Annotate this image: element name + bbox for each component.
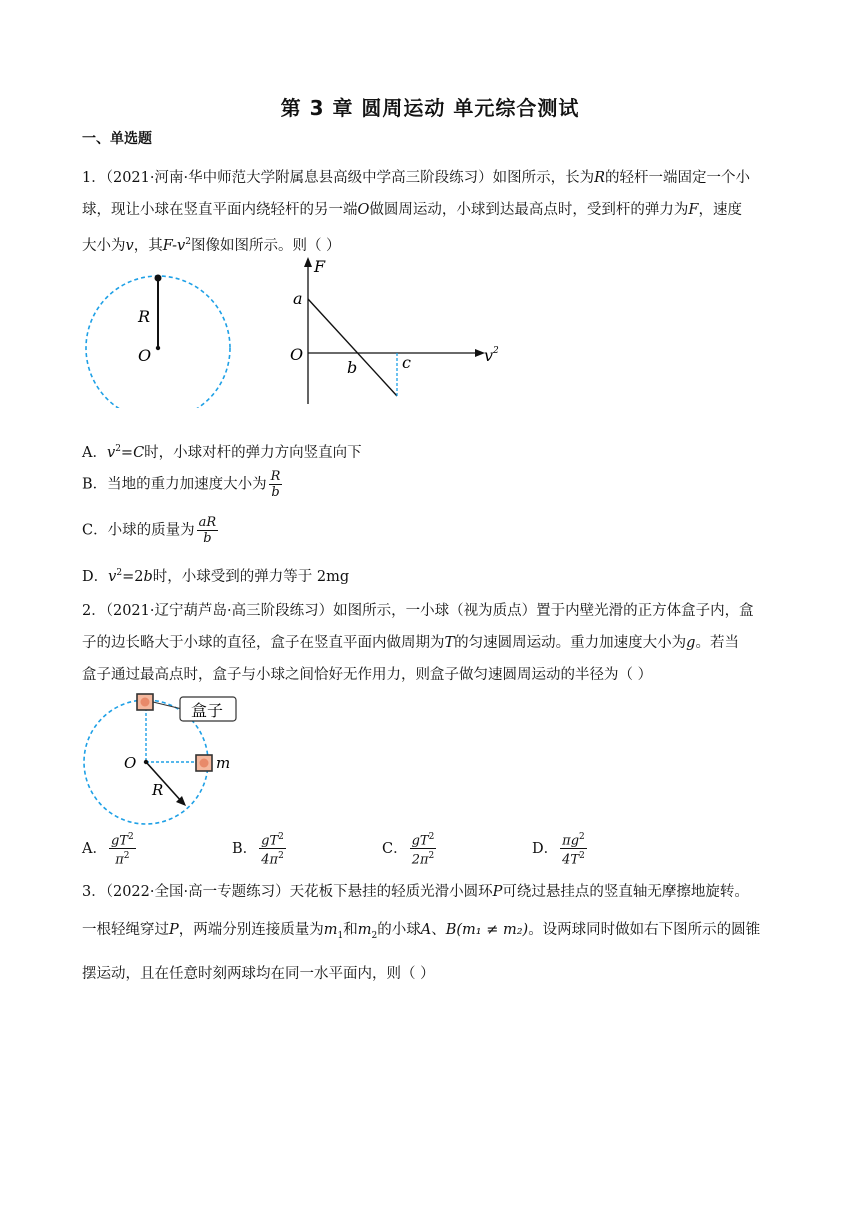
q1-line3b: ，其 (133, 237, 163, 254)
section-heading: 一、单选题 (82, 131, 152, 147)
opt-d-eq: =2 (122, 568, 144, 585)
q1-circle-figure (82, 268, 242, 408)
q1-var-f: F (688, 202, 699, 218)
q1-line2b: 做圆周运动，小球到达最高点时，受到杆的弹力为 (369, 202, 689, 218)
q2-opt-c-frac: $\frac{gT^2}{2\pi^2}$ (411, 832, 435, 868)
q2-opt-c-num: gT (411, 833, 429, 849)
q2-line1: 2．（2021·辽宁葫芦岛·高三阶段练习）如图所示，一小球（视为质点）置于内壁光滑的正方体盒子内，盒 (82, 603, 754, 619)
q1-fv2-graph (284, 254, 514, 414)
q3-line2b: ，两端分别连接质量为 (178, 922, 324, 938)
q1-line2c: ，速度 (698, 202, 742, 218)
box-label: 盒子 (191, 701, 224, 720)
q3-var-p: P (492, 884, 503, 900)
opt-c-fraction (197, 515, 219, 546)
q3-line2a: 一根轻绳穿过 (82, 922, 169, 938)
q3-condition: (m₁ ≠ m₂) (456, 922, 529, 938)
opt-a-letter: A． (82, 444, 107, 461)
q3-line1b: 可绕过悬挂点的竖直轴无摩擦地旋转。 (502, 884, 749, 900)
question-3-text: 3．（2022·全国·高一专题练习）天花板下悬挂的轻质光滑小圆环P可绕过悬挂点的竖直轴无摩擦地旋转。 一根轻绳穿过P，两端分别连接质量为$m_1$和$m_2$的小球A、B(m₁ ≠ m₂)。设两球同时做如右下图所示的圆锥 摆运动，且在任意时刻两球均在同一水平面内，则（ ） (82, 884, 761, 982)
q2-option-c[interactable] (382, 830, 438, 868)
q1-line3c: 图像如图所示。则（ ） (190, 237, 341, 254)
ball-right (200, 759, 209, 768)
q3-line2c: 和 (343, 922, 358, 938)
opt-d-text: 时，小球受到的弹力等于 2mg (152, 568, 350, 585)
q2-line2a: 子的边长略大于小球的直径，盒子在竖直平面内做周期为 (82, 635, 445, 651)
q2-opt-b-num: gT (261, 833, 279, 849)
q2-opt-b-letter: B． (232, 840, 258, 857)
f-axis-arrow (304, 257, 312, 267)
q3-ball-a: A (420, 922, 432, 938)
question-1-text: 1．（2021·河南·华中师范大学附属息县高级中学高三阶段练习）如图所示，长为R的轻杆一端固定一个小 球，现让小球在竖直平面内绕轻杆的另一端O做圆周运动，小球到达最高点时，受到杆的弹力为F，速度 大小为v，其$F-v^2$图像如图所示。则（ ） (82, 170, 751, 254)
q2-opt-a-num: gT (110, 833, 128, 849)
ball (155, 275, 162, 282)
q2-opt-d-frac: $\frac{\pi g^2}{4T^2}$ (562, 832, 585, 868)
label-r: R (138, 307, 151, 326)
label-m: m (216, 754, 231, 772)
q2-option-d[interactable] (532, 830, 589, 868)
opt-a-text: 时，小球对杆的弹力方向竖直向下 (144, 444, 362, 461)
label-r: R (152, 781, 164, 799)
opt-c-den: b (203, 531, 212, 546)
q3-var-p2: P (169, 922, 179, 938)
opt-a-var: v (106, 444, 116, 461)
ball-top (141, 698, 150, 707)
label-v-exp: 2 (493, 346, 499, 356)
label-o-graph: O (290, 345, 304, 364)
q3-line1a: 3．（2022·全国·高一专题练习）天花板下悬挂的轻质光滑小圆环 (82, 884, 493, 900)
q3-line2d: 的小球 (377, 922, 421, 938)
q2-opt-b-frac: $\frac{gT^2}{4\pi^2}$ (261, 832, 284, 868)
page-title: 第 3 章 圆周运动 单元综合测试 (280, 96, 580, 120)
q3-m1: m (323, 922, 338, 938)
opt-c-num: aR (198, 515, 217, 530)
q3-ball-b: B (445, 922, 457, 938)
label-o: O (124, 754, 137, 772)
label-a: a (293, 289, 303, 308)
opt-b-text: B．当地的重力加速度大小为 (82, 476, 267, 493)
q1-var-o: O (357, 202, 370, 218)
callout-pointer (153, 702, 182, 709)
q2-opt-d-den: 4T (562, 852, 580, 868)
opt-b-den: b (271, 485, 280, 500)
q1-option-c[interactable] (82, 515, 220, 546)
q1-var-v: v (125, 237, 134, 254)
q2-option-a[interactable] (82, 830, 138, 868)
q2-option-b[interactable] (232, 830, 288, 868)
graph-line (308, 299, 397, 396)
opt-b-fraction (269, 469, 283, 500)
q3-line3: 摆运动，且在任意时刻两球均在同一水平面内，则（ ） (82, 965, 435, 982)
q2-opt-d-letter: D． (532, 840, 559, 857)
q1-line2a: 球，现让小球在竖直平面内绕轻杆的另一端 (82, 202, 358, 218)
q2-opt-b-den: 4π (261, 852, 279, 868)
center-dot (144, 760, 148, 764)
q2-opt-a-letter: A． (82, 840, 107, 857)
opt-d-var2: b (143, 568, 153, 585)
q2-opt-a-frac: $\frac{gT^2}{\pi^2}$ (110, 832, 134, 868)
question-2-text (82, 595, 780, 691)
opt-c-text: C．小球的质量为 (82, 522, 195, 539)
q1-var-r: R (594, 170, 606, 186)
q3-line2e: 。设两球同时做如右下图所示的圆锥 (528, 922, 761, 938)
label-f: F (314, 257, 326, 276)
q1-option-d[interactable]: D．$v^2=2b$时，小球受到的弹力等于 2mg (82, 568, 350, 585)
label-v: v (484, 346, 494, 365)
q1-line3a: 大小为 (82, 237, 126, 254)
opt-b-num: R (270, 469, 281, 484)
label-o: O (138, 346, 152, 365)
q2-line3: 盒子通过最高点时，盒子与小球之间恰好无作用力，则盒子做匀速圆周运动的半径为（ ） (82, 667, 653, 683)
label-b: b (347, 358, 358, 377)
opt-a-eq: =C (120, 444, 145, 461)
q2-line2c: 。若当 (695, 635, 739, 651)
q2-opt-c-den: 2π (411, 852, 429, 868)
q1-var-fv: F-v (162, 237, 186, 254)
q2-opt-c-letter: C． (382, 840, 408, 857)
q1-option-b[interactable] (82, 469, 284, 500)
q2-var-t: T (444, 635, 455, 651)
opt-d-letter: D． (82, 568, 109, 585)
q1-option-a[interactable]: A．$v^2=C$时，小球对杆的弹力方向竖直向下 (82, 444, 362, 461)
q2-box-figure (82, 692, 252, 827)
pivot (156, 346, 160, 350)
opt-d-var: v (108, 568, 117, 585)
q1-line1: 1．（2021·河南·华中师范大学附属息县高级中学高三阶段练习）如图所示，长为 (82, 170, 595, 186)
label-c: c (402, 353, 411, 372)
q2-opt-d-num: πg (562, 833, 580, 849)
q1-line1-end: 的轻杆一端固定一个小 (605, 170, 751, 186)
q3-m2: m (357, 922, 372, 938)
q2-var-g: g (686, 635, 696, 651)
q2-opt-a-den: π (115, 852, 124, 868)
q2-line2b: 的匀速圆周运动。重力加速度大小为 (454, 635, 687, 651)
